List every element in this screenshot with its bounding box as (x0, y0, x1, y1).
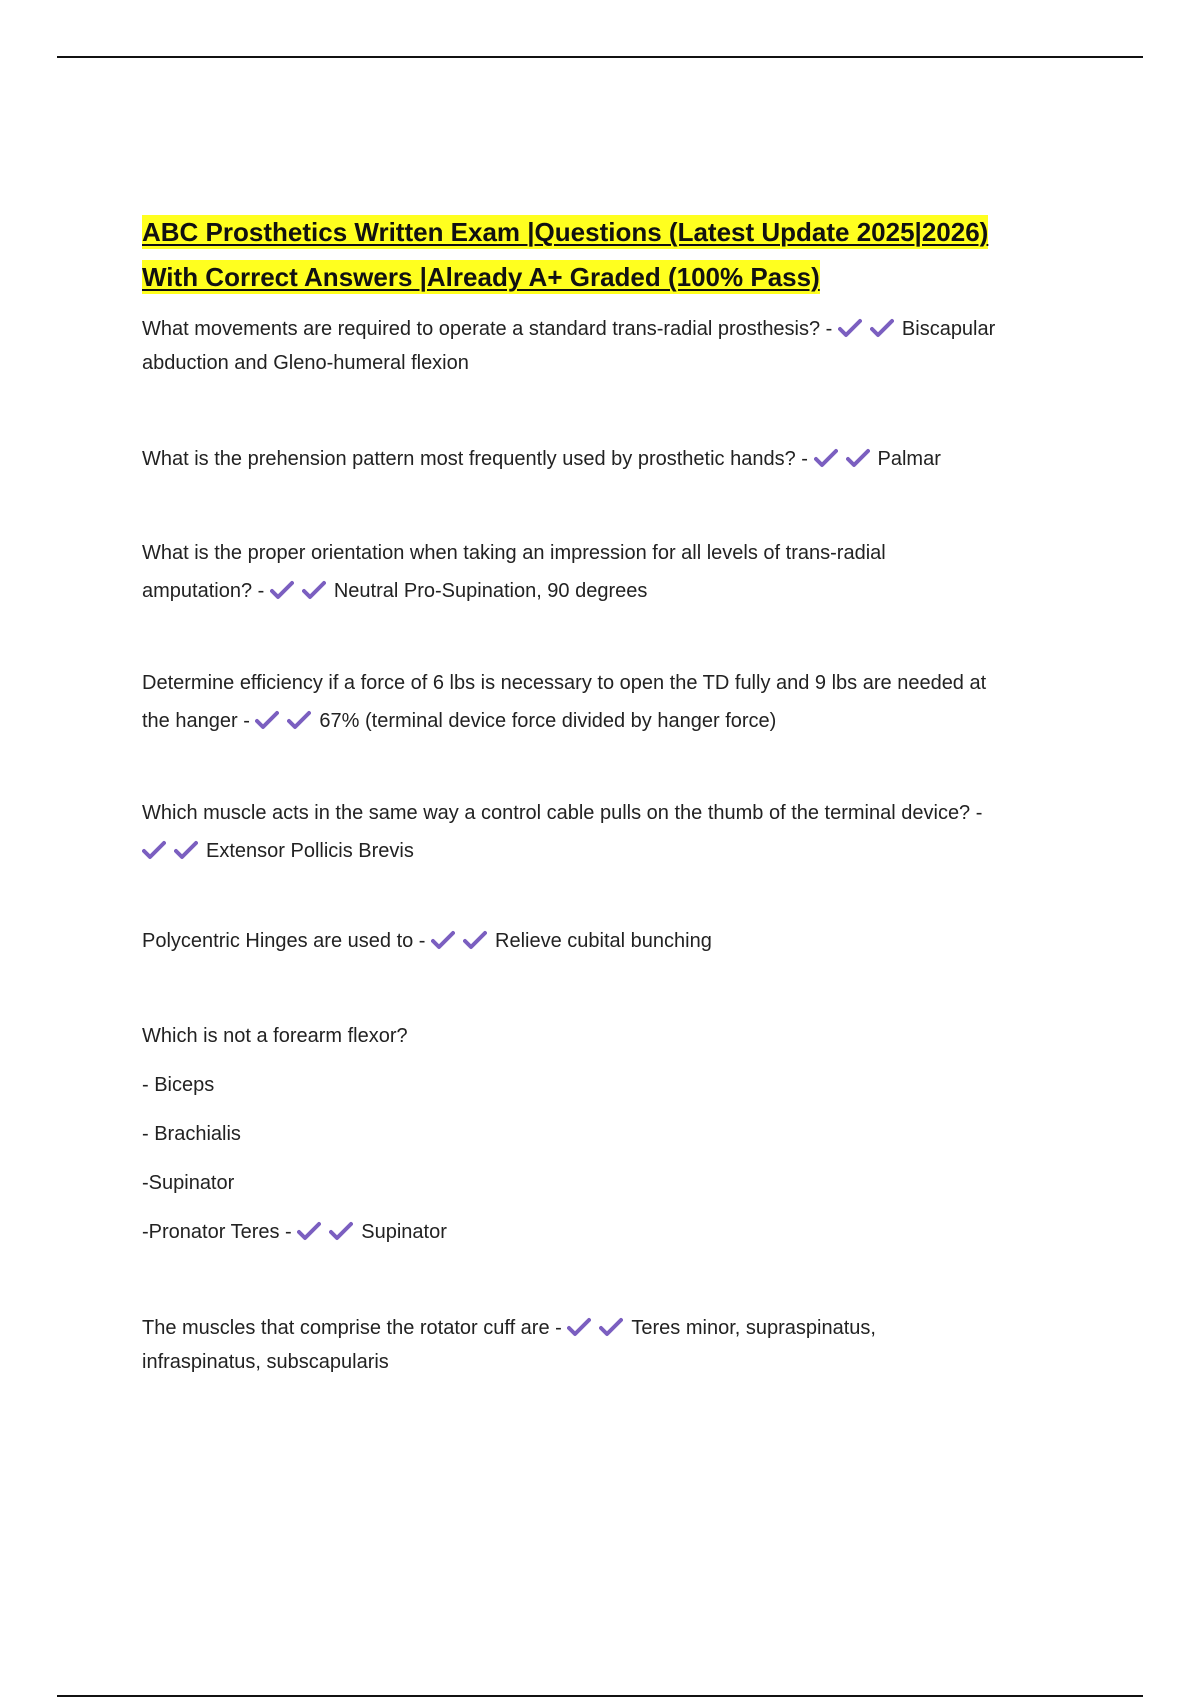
double-check-icon (567, 1317, 591, 1337)
double-check-icon (329, 1221, 353, 1241)
answer-text: Teres minor, supraspinatus, (631, 1317, 876, 1339)
double-check-icon (846, 448, 870, 468)
double-check-icon (270, 580, 294, 600)
double-check-icon (297, 1221, 321, 1241)
question-text: What movements are required to operate a standard trans-radial prosthesis? - (142, 318, 833, 340)
qa-item (142, 442, 1062, 476)
bottom-rule (57, 1695, 1143, 1697)
double-check-icon (814, 448, 838, 468)
document-body (142, 210, 1062, 1379)
double-check-icon (431, 930, 455, 950)
question-text: The muscles that comprise the rotator cuff are - (142, 1317, 562, 1339)
question-text: What is the proper orientation when taking an impression for all levels of trans-radial (142, 542, 886, 564)
double-check-icon (838, 318, 862, 338)
question-text: Polycentric Hinges are used to - (142, 930, 426, 952)
double-check-icon (142, 840, 166, 860)
double-check-icon (302, 580, 326, 600)
qa-item (142, 1012, 1062, 1257)
answer-text: Neutral Pro-Supination, 90 degrees (333, 580, 648, 602)
answer-text: Biscapular (901, 318, 996, 340)
double-check-icon (174, 840, 198, 860)
title-line-1: ABC Prosthetics Written Exam |Questions (Latest Update 2025|2026) (142, 217, 989, 247)
double-check-icon (287, 710, 311, 730)
qa-item (142, 1311, 1062, 1379)
double-check-icon (255, 710, 279, 730)
answer-text-continued: abduction and Gleno-humeral flexion (142, 352, 469, 374)
title-line-2: With Correct Answers |Already A+ Graded (100% Pass) (142, 262, 820, 292)
double-check-icon (599, 1317, 623, 1337)
qa-item (142, 924, 1062, 958)
question-text-continued: the hanger - (142, 710, 250, 732)
document-title (142, 210, 1062, 300)
option-item: - Biceps (142, 1074, 215, 1096)
qa-item (142, 312, 1062, 380)
answer-text: Extensor Pollicis Brevis (206, 840, 414, 862)
question-text: What is the prehension pattern most frequently used by prosthetic hands? - (142, 448, 808, 470)
qa-item (142, 664, 1062, 740)
answer-text: Supinator (361, 1221, 447, 1243)
answer-text-continued: infraspinatus, subscapularis (142, 1351, 389, 1373)
question-text: Which muscle acts in the same way a control cable pulls on the thumb of the terminal device? - (142, 802, 983, 824)
option-item: - Brachialis (142, 1123, 241, 1145)
question-text-continued: amputation? - (142, 580, 265, 602)
answer-text: 67% (terminal device force divided by hanger force) (319, 710, 777, 732)
answer-text: Palmar (877, 448, 941, 470)
answer-text: Relieve cubital bunching (495, 930, 712, 952)
option-item: -Pronator Teres - (142, 1221, 292, 1243)
qa-item (142, 534, 1062, 610)
top-rule (57, 56, 1143, 58)
question-text: Which is not a forearm flexor? (142, 1025, 408, 1047)
double-check-icon (463, 930, 487, 950)
double-check-icon (870, 318, 894, 338)
qa-item (142, 794, 1062, 870)
question-text: Determine efficiency if a force of 6 lbs is necessary to open the TD fully and 9 lbs are needed at (142, 672, 987, 694)
option-item: -Supinator (142, 1172, 235, 1194)
